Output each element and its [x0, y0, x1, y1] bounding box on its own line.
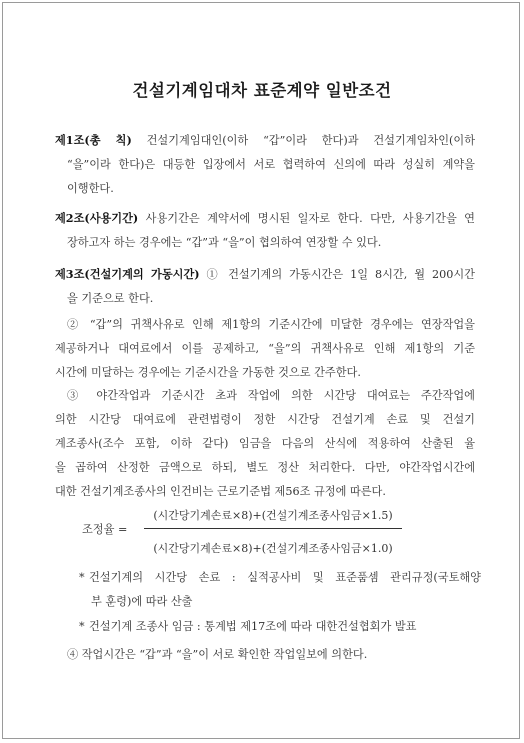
- formula-numerator: (시간당기계손료×8)+(건설기계조종사임금×1.5): [153, 509, 393, 522]
- article-3-para-4: [55, 643, 475, 667]
- article-3-para-3-text-4: 을 곱하여 산정한 금액으로 하되, 별도 정산 처리한다. 다만, 야간작업시간에: [55, 461, 475, 474]
- article-1: [55, 128, 475, 201]
- article-3-para-3-text-5: 대한 건설기계조종사의 인건비는 근로기준법 제56조 규정에 따른다.: [55, 485, 386, 498]
- note-2-text-1: 건설기계 조종사 임금 : 통계법 제17조에 따라 대한건설협회가 발표: [89, 620, 417, 633]
- note-1-text-2: 부 훈령)에 따라 산출: [91, 595, 193, 608]
- article-3-para-2-text-3: 시간에 미달하는 경우에는 기준시간을 가동한 것으로 간주한다.: [55, 366, 361, 379]
- article-2-line-1: [55, 206, 475, 231]
- article-3-para-3-text-3: 계조종사(조수 포함, 이하 같다) 임금을 다음의 산식에 적용하여 산출된 율: [55, 437, 475, 450]
- note-2: [79, 615, 481, 639]
- article-2-heading: 제2조(사용기간): [55, 211, 139, 225]
- article-1-text-2: “을”이라 한다)은 대등한 입장에서 서로 협력하여 신의에 따라 성실히 계약을: [67, 158, 475, 171]
- article-3-para-3-text-2: 의한 시간당 대여료에 관련법령이 정한 시간당 건설기계 손료 및 건설기: [55, 413, 475, 426]
- formula-denominator: (시간당기계손료×8)+(건설기계조종사임금×1.0): [153, 542, 393, 555]
- article-1-text-1: 건설기계임대인(이하 “갑”이라 한다)과 건설기계임차인(이하: [146, 134, 475, 147]
- note-2-marker: *: [79, 620, 85, 633]
- article-2: [55, 206, 475, 255]
- formula-label: 조정율 =: [82, 523, 128, 536]
- article-3-para-4-text-1: ④ 작업시간은 “갑”과 “을”이 서로 확인한 작업일보에 의한다.: [67, 648, 368, 661]
- note-1-text-1: 건설기계의 시간당 손료 : 실적공사비 및 표준품셈 관리규정(국토해양: [89, 571, 481, 584]
- article-3-para-1-text-1: ① 건설기계의 가동시간은 1일 8시간, 월 200시간: [206, 268, 475, 281]
- article-1-line-1: [55, 128, 475, 153]
- article-2-text-1: 사용기간은 계약서에 명시된 일자로 한다. 다만, 사용기간을 연: [145, 212, 475, 225]
- article-3-para-3-text-1: ③ 야간작업과 기준시간 초과 작업에 의한 시간당 대여료는 주간작업에: [67, 389, 475, 402]
- note-1-marker: *: [79, 571, 85, 584]
- article-3-para-2: [55, 313, 475, 385]
- article-3-para-2-text-1: ② “갑”의 귀책사유로 인해 제1항의 기준시간에 미달한 경우에는 연장작업을: [67, 318, 475, 331]
- article-3-line-1: [55, 262, 475, 287]
- article-3-para-1-text-2: 을 기준으로 한다.: [67, 292, 154, 305]
- article-3-heading: 제3조(건설기계의 가동시간): [55, 267, 200, 281]
- article-3-para-3: [55, 384, 475, 504]
- article-1-heading: 제1조(총 칙): [55, 133, 132, 147]
- formula-fraction-bar: [144, 528, 402, 529]
- document-page: [2, 2, 520, 739]
- article-3: [55, 262, 475, 311]
- note-1: [79, 566, 481, 614]
- article-3-para-2-text-2: 제공하거나 대여료에서 이를 공제하고, “을”의 귀책사유로 인해 제1항의 기준: [55, 342, 475, 355]
- article-1-text-3: 이행한다.: [67, 182, 114, 195]
- article-2-text-2: 장하고자 하는 경우에는 “갑”과 “을”이 협의하여 연장할 수 있다.: [67, 236, 382, 249]
- page-title: 건설기계임대차 표준계약 일반조건: [132, 81, 392, 100]
